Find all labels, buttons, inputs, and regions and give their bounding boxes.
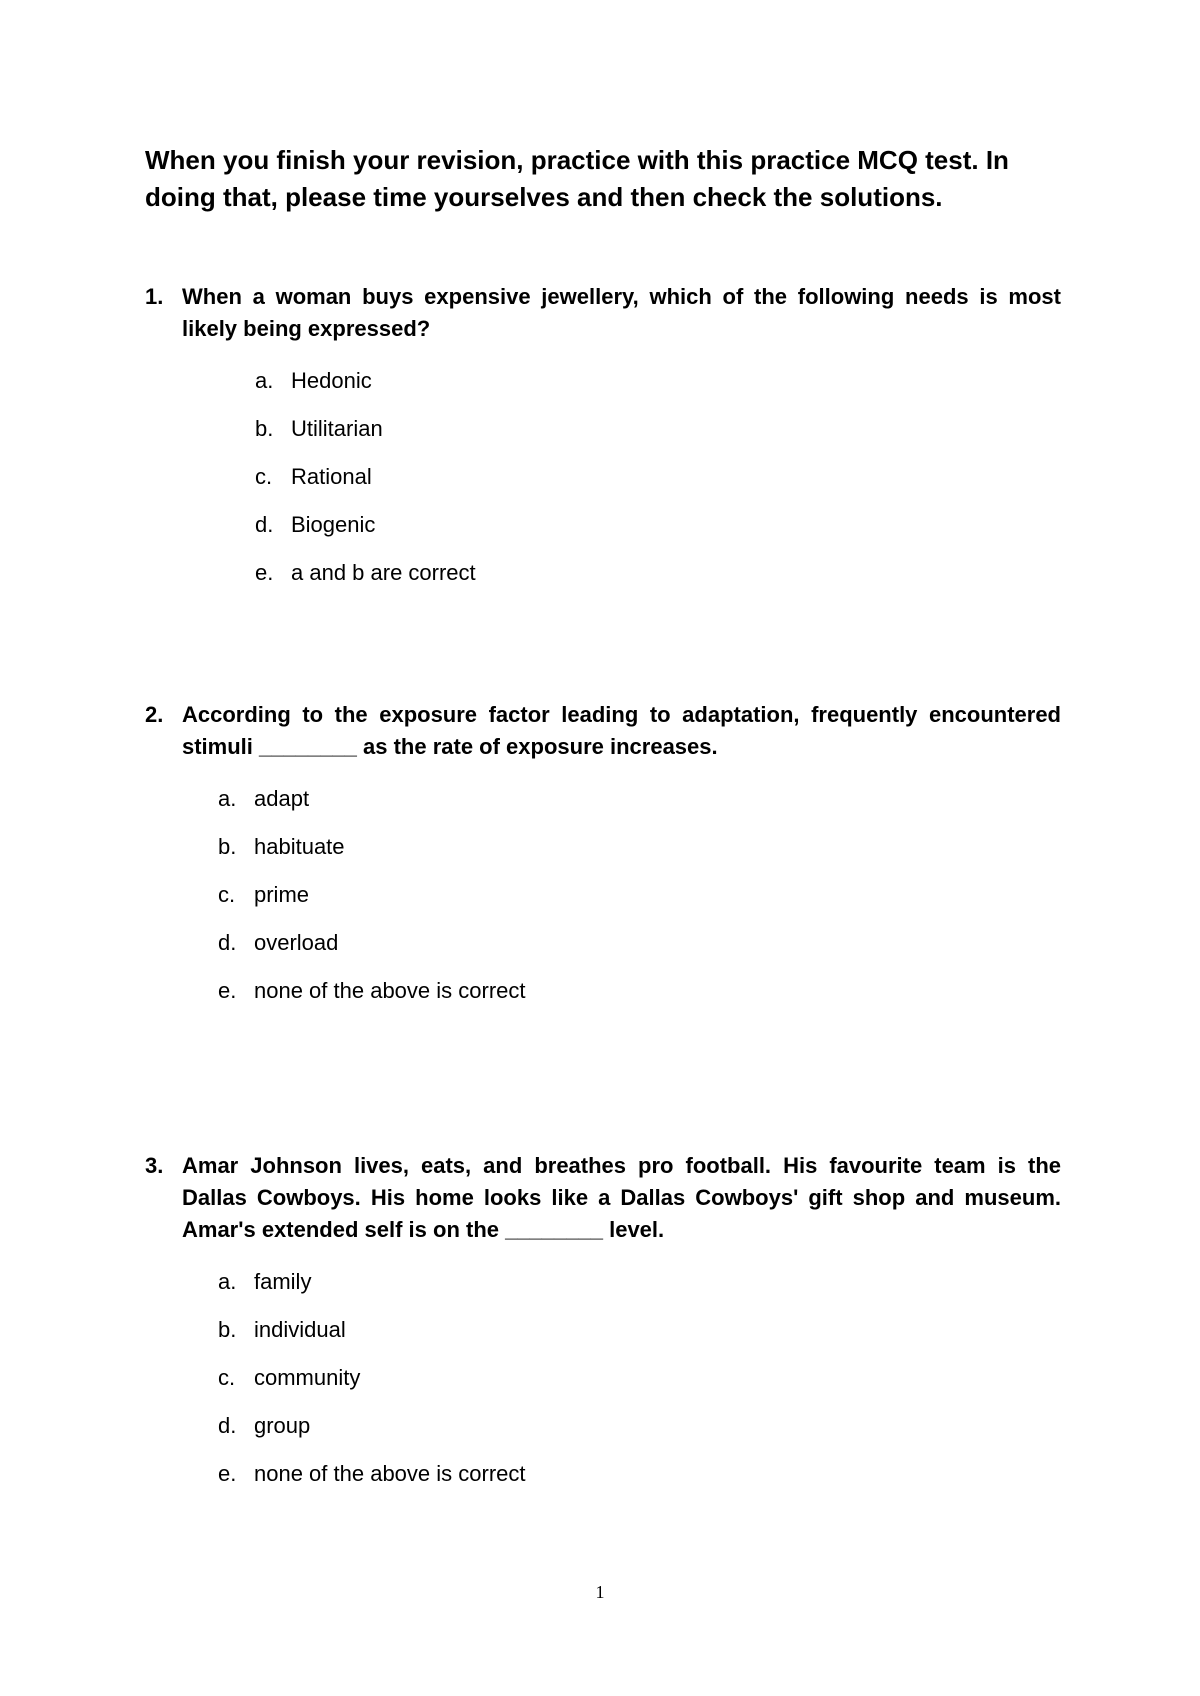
option-c: [255, 453, 1061, 501]
option-c: [218, 871, 1061, 919]
option-text: Utilitarian: [291, 416, 383, 441]
option-text: family: [254, 1269, 312, 1294]
question-stem: [145, 699, 1061, 763]
option-text: Biogenic: [291, 512, 376, 537]
option-a: [218, 775, 1061, 823]
page-number: 1: [595, 1582, 605, 1602]
option-letter: d.: [218, 930, 237, 955]
option-text: community: [254, 1365, 361, 1390]
question-stem: [145, 281, 1061, 345]
option-text: habituate: [254, 834, 345, 859]
option-letter: d.: [255, 512, 274, 537]
option-text: group: [254, 1413, 311, 1438]
question-2: [145, 699, 1061, 1015]
option-d: [255, 501, 1061, 549]
option-letter: b.: [218, 834, 237, 859]
option-letter: a.: [218, 1269, 237, 1294]
option-text: individual: [254, 1317, 346, 1342]
option-letter: e.: [218, 978, 237, 1003]
option-letter: b.: [255, 416, 274, 441]
question-1: [145, 281, 1061, 597]
option-letter: c.: [218, 882, 236, 907]
option-c: [218, 1354, 1061, 1402]
question-text: Amar Johnson lives, eats, and breathes pro football. His favourite team is the Dallas Cowboys. His home looks like a Dallas Cowboys' gift shop and museum. Amar's extended self is on the ________ level.: [182, 1153, 1061, 1242]
option-a: [218, 1258, 1061, 1306]
question-text: When a woman buys expensive jewellery, which of the following needs is most likely being expressed?: [182, 284, 1061, 341]
option-letter: c.: [255, 464, 273, 489]
option-text: none of the above is correct: [254, 978, 526, 1003]
option-text: a and b are correct: [291, 560, 476, 585]
option-list: [255, 357, 1061, 597]
option-d: [218, 1402, 1061, 1450]
option-list: [218, 775, 1061, 1015]
option-letter: d.: [218, 1413, 237, 1438]
option-text: Hedonic: [291, 368, 372, 393]
option-e: [218, 1450, 1061, 1498]
question-number: 3.: [145, 1153, 164, 1178]
option-e: [255, 549, 1061, 597]
option-letter: e.: [218, 1461, 237, 1486]
option-text: Rational: [291, 464, 372, 489]
question-text: According to the exposure factor leading to adaptation, frequently encountered stimuli ________ as the rate of exposure increases.: [182, 702, 1061, 759]
option-list: [218, 1258, 1061, 1498]
option-letter: b.: [218, 1317, 237, 1342]
option-b: [218, 823, 1061, 871]
option-letter: e.: [255, 560, 274, 585]
option-letter: a.: [255, 368, 274, 393]
option-letter: a.: [218, 786, 237, 811]
option-text: none of the above is correct: [254, 1461, 526, 1486]
intro-instructions: When you finish your revision, practice with this practice MCQ test. In doing that, please time yourselves and then check the solutions.: [145, 145, 1009, 212]
question-number: 1.: [145, 284, 164, 309]
option-e: [218, 967, 1061, 1015]
question-stem: [145, 1150, 1061, 1246]
option-b: [255, 405, 1061, 453]
option-a: [255, 357, 1061, 405]
question-3: [145, 1150, 1061, 1498]
option-d: [218, 919, 1061, 967]
option-text: adapt: [254, 786, 310, 811]
option-text: prime: [254, 882, 310, 907]
question-number: 2.: [145, 702, 164, 727]
option-b: [218, 1306, 1061, 1354]
option-text: overload: [254, 930, 339, 955]
option-letter: c.: [218, 1365, 236, 1390]
